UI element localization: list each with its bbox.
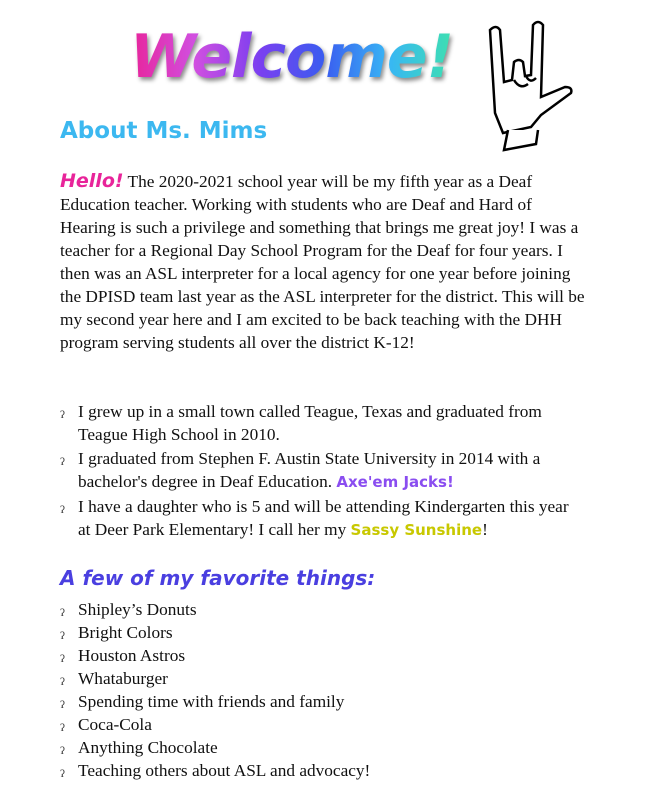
welcome-title: Welcome! [130,22,453,92]
favorite-text: Spending time with friends and family [78,692,345,711]
intro-paragraph [60,170,590,354]
favorite-text: Houston Astros [78,646,186,665]
favorite-text: Whataburger [78,669,168,688]
sassy-sunshine: Sassy Sunshine [350,521,483,539]
ear-bullet-icon: ʔ [60,456,65,468]
ear-bullet-icon: ʔ [60,745,65,757]
ear-bullet-icon: ʔ [60,409,65,421]
favorite-text: Anything Chocolate [78,738,218,757]
bio-list [60,400,580,543]
list-item [60,713,370,736]
list-item [60,447,580,494]
bio-text: I grew up in a small town called Teague, Texas and graduated from Teague High School in 2010. [78,402,542,444]
ear-bullet-icon: ʔ [60,699,65,711]
list-item [60,495,580,542]
favorite-text: Coca-Cola [78,715,152,734]
about-heading: About Ms. Mims [60,118,268,144]
ear-bullet-icon: ʔ [60,768,65,780]
favorite-text: Shipley’s Donuts [78,600,197,619]
ear-bullet-icon: ʔ [60,607,65,619]
list-item [60,690,370,713]
intro-text: The 2020-2021 school year will be my fifth year as a Deaf Education teacher. Working with students who are Deaf and Hard of Hearing is such a privilege and something that brings me great joy! I was a teacher for a Regional Day School Program for the Deaf for four years. I then was an ASL interpreter for a local agency for one year before joining the DPISD team last year as the ASL interpreter for the district. This will be my second year here and I am excited to be back teaching with the DHH program serving students all over the district K-12! [60,172,585,352]
list-item [60,736,370,759]
list-item [60,400,580,446]
list-item [60,667,370,690]
favorites-heading: A few of my favorite things: [60,566,376,590]
axe-em-jacks: Axe'em Jacks! [336,473,454,491]
ear-bullet-icon: ʔ [60,676,65,688]
bio-tail: ! [482,520,488,539]
list-item [60,598,370,621]
ear-bullet-icon: ʔ [60,504,65,516]
ear-bullet-icon: ʔ [60,630,65,642]
list-item [60,621,370,644]
ear-bullet-icon: ʔ [60,653,65,665]
favorites-list [60,598,370,782]
list-item [60,759,370,782]
bio-text: I have a daughter who is 5 and will be attending Kindergarten this year at Deer Park Elementary! I call her my [78,497,569,539]
list-item [60,644,370,667]
asl-i-love-you-hand-icon [478,20,578,152]
bio-text: I graduated from Stephen F. Austin State University in 2014 with a bachelor's degree in Deaf Education. [78,449,541,491]
favorite-text: Bright Colors [78,623,173,642]
hello-greeting: Hello! [60,170,124,192]
favorite-text: Teaching others about ASL and advocacy! [78,761,371,780]
ear-bullet-icon: ʔ [60,722,65,734]
